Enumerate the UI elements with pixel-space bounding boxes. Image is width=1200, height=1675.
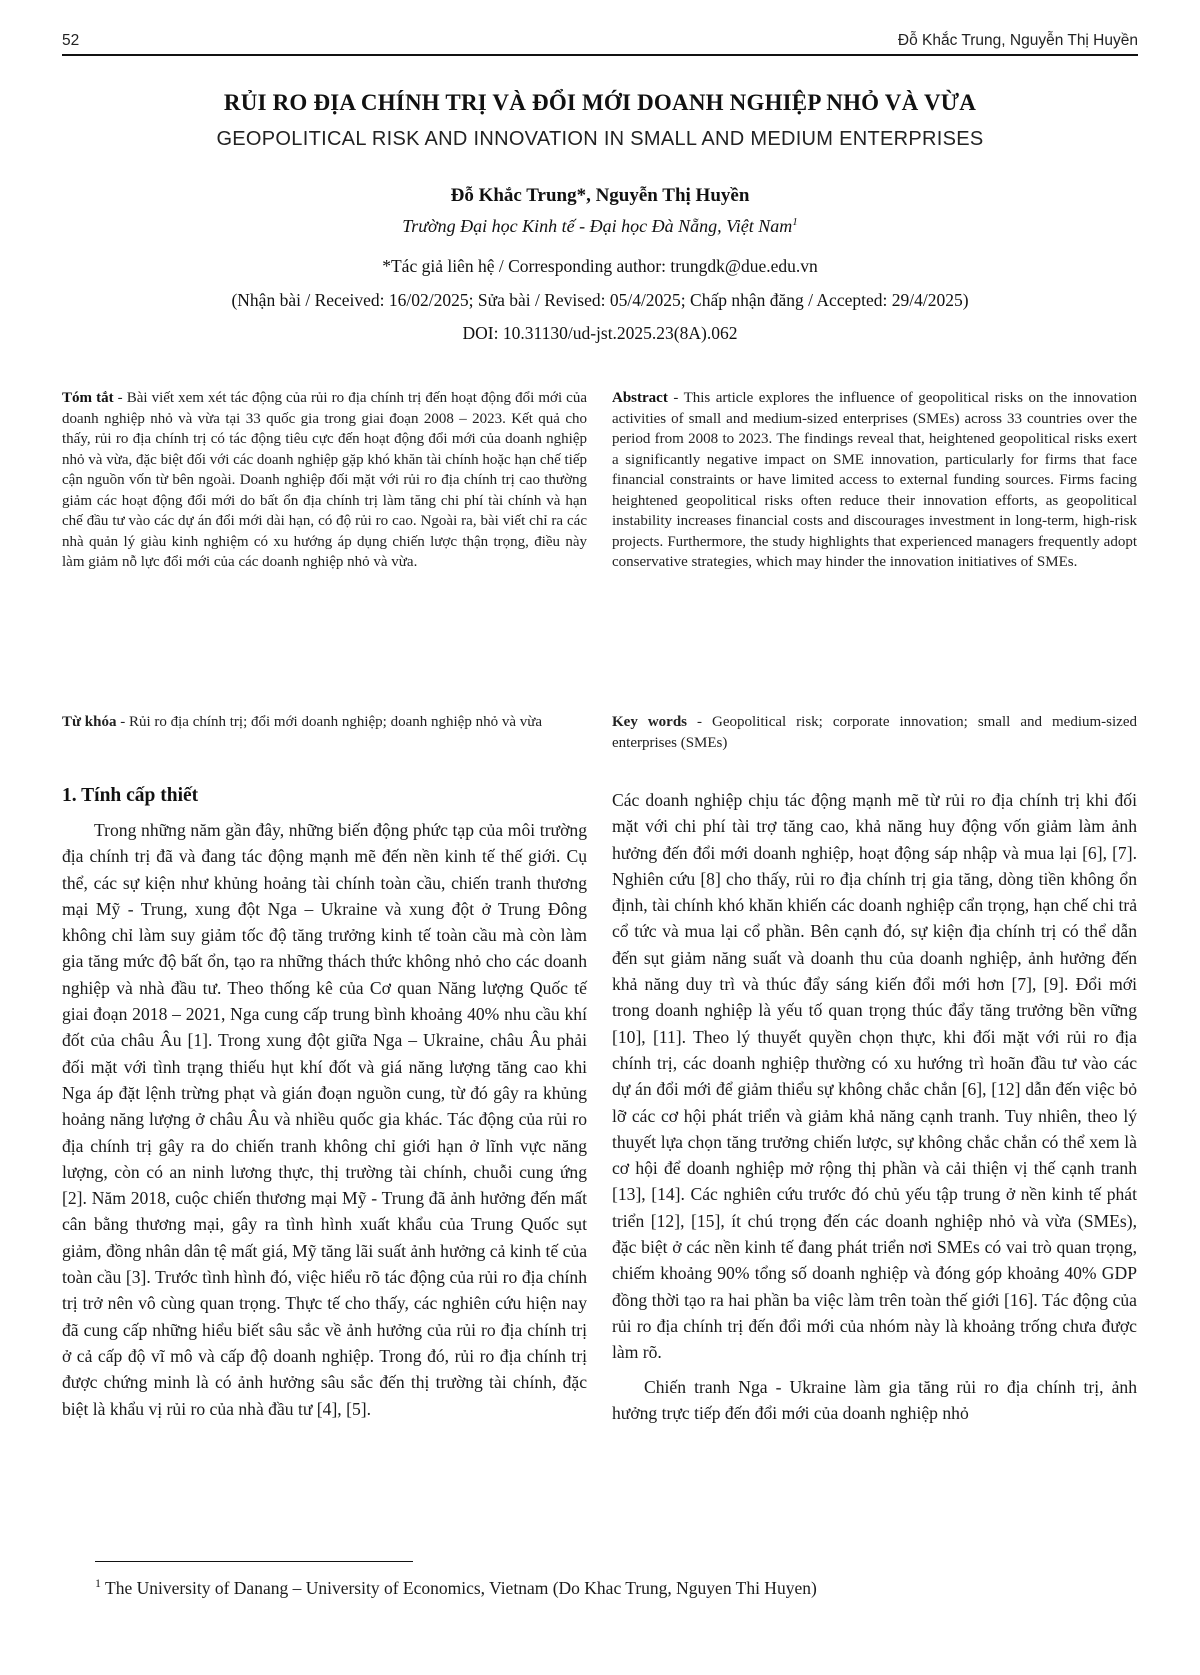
keywords-english (612, 712, 1137, 753)
abstract-vietnamese (62, 388, 587, 573)
running-header (62, 28, 1138, 54)
abstract-vi-label: Tóm tắt (62, 390, 114, 406)
footnote (95, 1576, 817, 1599)
page-number: 52 (62, 32, 80, 49)
body-column-left (62, 817, 587, 1422)
section-heading: 1. Tính cấp thiết (62, 785, 199, 806)
body-paragraph-1: Trong những năm gần đây, những biến động phức tạp của môi trường địa chính trị đã và đang tác động mạnh mẽ đến nền kinh tế thế giới. Cụ thể, các sự kiện như khủng hoảng tài chính toàn cầu, chiến tranh thương mại Mỹ - Trung, xung đột Nga – Ukraine và xung đột ở Trung Đông không chỉ làm suy giảm tốc độ tăng trưởng kinh tế toàn cầu mà còn làm gia tăng mức độ bất ổn, tạo ra những thách thức không nhỏ cho các doanh nghiệp và nhà đầu tư. Theo thống kê của Cơ quan Năng lượng Quốc tế giai đoạn 2018 – 2021, Nga cung cấp trung bình khoảng 40% nhu cầu khí đốt của châu Âu [1]. Trong xung đột giữa Nga – Ukraine, châu Âu phải đối mặt với tình trạng thiếu hụt khí đốt và giá năng lượng tăng cao khi Nga áp đặt lệnh trừng phạt và gián đoạn nguồn cung, từ đó gây ra khủng hoảng năng lượng ở châu Âu và nhiều quốc gia khác. Tác động của rủi ro địa chính trị gây ra do chiến tranh không chỉ giới hạn ở lĩnh vực năng lượng, còn có an ninh lương thực, thị trường tài chính, chuỗi cung ứng [2]. Năm 2018, cuộc chiến thương mại Mỹ - Trung đã ảnh hưởng đến mất cân bằng thương mại, gây ra tình hình xuất khẩu của Trung Quốc sụt giảm, đồng nhân dân tệ mất giá, Mỹ tăng lãi suất ảnh hưởng cả kinh tế của toàn cầu [3]. Trước tình hình đó, việc hiểu rõ tác động của rủi ro địa chính trị trở nên vô cùng quan trọng. Thực tế cho thấy, các nghiên cứu hiện nay đã cung cấp những hiểu biết sâu sắc về ảnh hưởng của rủi ro địa chính trị ở cả cấp độ vĩ mô và cấp độ doanh nghiệp. Trong đó, rủi ro địa chính trị được chứng minh là có ảnh hưởng sâu sắc đến thị trường tài chính, đặc biệt là khẩu vị rủi ro của nhà đầu tư [4], [5]. (62, 820, 588, 1419)
abstract-en-label: Abstract (612, 390, 668, 406)
doi-link[interactable]: DOI: 10.31130/ud-jst.2025.23(8A).062 (462, 323, 738, 343)
keywords-en-text: - Geopolitical risk; corporate innovation; small and medium-sized enterprises (SMEs) (612, 714, 1137, 751)
keywords-en-label: Key words (612, 714, 688, 730)
running-authors: Đỗ Khắc Trung, Nguyễn Thị Huyền (897, 32, 1138, 49)
affiliation-text: Trường Đại học Kinh tế - Đại học Đà Nẵng, Việt Nam (402, 216, 793, 236)
submission-dates: (Nhận bài / Received: 16/02/2025; Sửa bài / Revised: 05/4/2025; Chấp nhận đăng / Accepted: 29/4/2025) (231, 290, 969, 310)
affiliation (60, 216, 1140, 237)
header-rule (62, 54, 1138, 56)
body-paragraph-3: Chiến tranh Nga - Ukraine làm gia tăng rủi ro địa chính trị, ảnh hưởng trực tiếp đến đổi mới của doanh nghiệp nhỏ (612, 1376, 1137, 1423)
keywords-vietnamese (62, 712, 587, 733)
title-vietnamese: RỦI RO ĐỊA CHÍNH TRỊ VÀ ĐỔI MỚI DOANH NGHIỆP NHỎ VÀ VỪA (223, 90, 977, 115)
keywords-vi-text: - Rủi ro địa chính trị; đổi mới doanh nghiệp; doanh nghiệp nhỏ và vừa (116, 714, 543, 730)
author-list: Đỗ Khắc Trung*, Nguyễn Thị Huyền (450, 185, 750, 206)
abstract-vi-text: - Bài viết xem xét tác động của rủi ro địa chính trị đến hoạt động đổi mới của doanh nghiệp nhỏ và vừa tại 33 quốc gia trong giai đoạn 2008 – 2023. Kết quả cho thấy, rủi ro địa chính trị có tác động tiêu cực đến hoạt động đổi mới của doanh nghiệp nhỏ và vừa, đặc biệt đối với các doanh nghiệp gặp khó khăn tài chính hoặc hạn chế tiếp cận nguồn vốn từ bên ngoài. Doanh nghiệp đối mặt với rủi ro địa chính trị cao thường giảm các hoạt động đổi mới do bất ổn địa chính trị làm tăng chi phí tài chính và hạn chế đầu tư vào các dự án đổi mới dài hạn, có độ rủi ro cao. Ngoài ra, bài viết chỉ ra các nhà quản lý giàu kinh nghiệm có xu hướng áp dụng chiến lược thận trọng, điều này làm giảm nỗ lực đổi mới của các doanh nghiệp nhỏ và vừa. (62, 390, 587, 570)
abstract-en-text: - This article explores the influence of geopolitical risks on the innovation activities of small and medium-sized enterprises (SMEs) across 33 countries over the period from 2008 to 2023. The findings reveal that, heightened geopolitical risks exert a significantly negative impact on SME innovation, particularly for firms that face financial constraints or have limited access to external funding sources. Firms facing heightened geopolitical risks often reduce their innovation efforts, as geopolitical instability increases financial costs and discourages investment in long-term, high-risk projects. Furthermore, the study highlights that experienced managers frequently adopt conservative strategies, which may hinder the innovation initiatives of SMEs. (612, 390, 1137, 570)
abstract-english (612, 388, 1137, 573)
footnote-rule (95, 1561, 413, 1562)
corresponding-author: *Tác giả liên hệ / Corresponding author: trungdk@due.edu.vn (382, 256, 818, 276)
body-paragraph-2: Các doanh nghiệp chịu tác động mạnh mẽ từ rủi ro địa chính trị khi đối mặt với chi phí tài trợ tăng cao, khả năng huy động vốn giảm làm ảnh hưởng đến đổi mới doanh nghiệp, hoạt động sáp nhập và mua lại [6], [7]. Nghiên cứu [8] cho thấy, rủi ro địa chính trị gia tăng, dòng tiền không ổn định, tài chính khó khăn khiến các doanh nghiệp cẩn trọng, hạn chế chi trả cổ tức và mua lại cổ phần. Bên cạnh đó, sự kiện địa chính trị có thể dẫn đến sụt giảm năng suất và doanh thu của doanh nghiệp, ảnh hưởng đến khả năng duy trì và thúc đẩy sáng kiến đổi mới hơn [7], [9]. Đổi mới trong doanh nghiệp là yếu tố quan trọng thúc đẩy tăng trưởng bền vững [10], [11]. Theo lý thuyết quyền chọn thực, khi đối mặt với rủi ro địa chính trị, các doanh nghiệp thường có xu hướng trì hoãn đầu tư vào các dự án đổi mới để giảm thiểu sự không chắc chắn [6], [12] dẫn đến việc bỏ lỡ các cơ hội phát triển và giảm khả năng cạnh tranh. Tuy nhiên, theo lý thuyết lựa chọn tăng trưởng chiến lược, sự không chắc chắn có thể xem là cơ hội để doanh nghiệp mở rộng thị phần và cải thiện vị thế cạnh tranh [13], [14]. Các nghiên cứu trước đó chủ yếu tập trung ở nền kinh tế phát triển [12], [15], ít chú trọng đến các doanh nghiệp nhỏ và vừa (SMEs), đặc biệt ở các nền kinh tế đang phát triển nơi SMEs có vai trò quan trọng, chiếm khoảng 90% tổng số doanh nghiệp và đóng góp khoảng 40% GDP đồng thời tạo ra hai phần ba việc làm trên toàn thế giới [16]. Tác động của rủi ro địa chính trị đến đổi mới của nhóm này là khoảng trống chưa được làm rõ. (612, 790, 1137, 1363)
affiliation-marker: 1 (792, 216, 798, 228)
body-column-right (612, 787, 1137, 1426)
title-english: GEOPOLITICAL RISK AND INNOVATION IN SMALL AND MEDIUM ENTERPRISES (216, 128, 984, 150)
footnote-text: The University of Danang – University of Economics, Vietnam (Do Khac Trung, Nguyen Thi Huyen) (105, 1577, 817, 1598)
keywords-vi-label: Từ khóa (62, 714, 117, 730)
footnote-marker: 1 (95, 1576, 101, 1590)
